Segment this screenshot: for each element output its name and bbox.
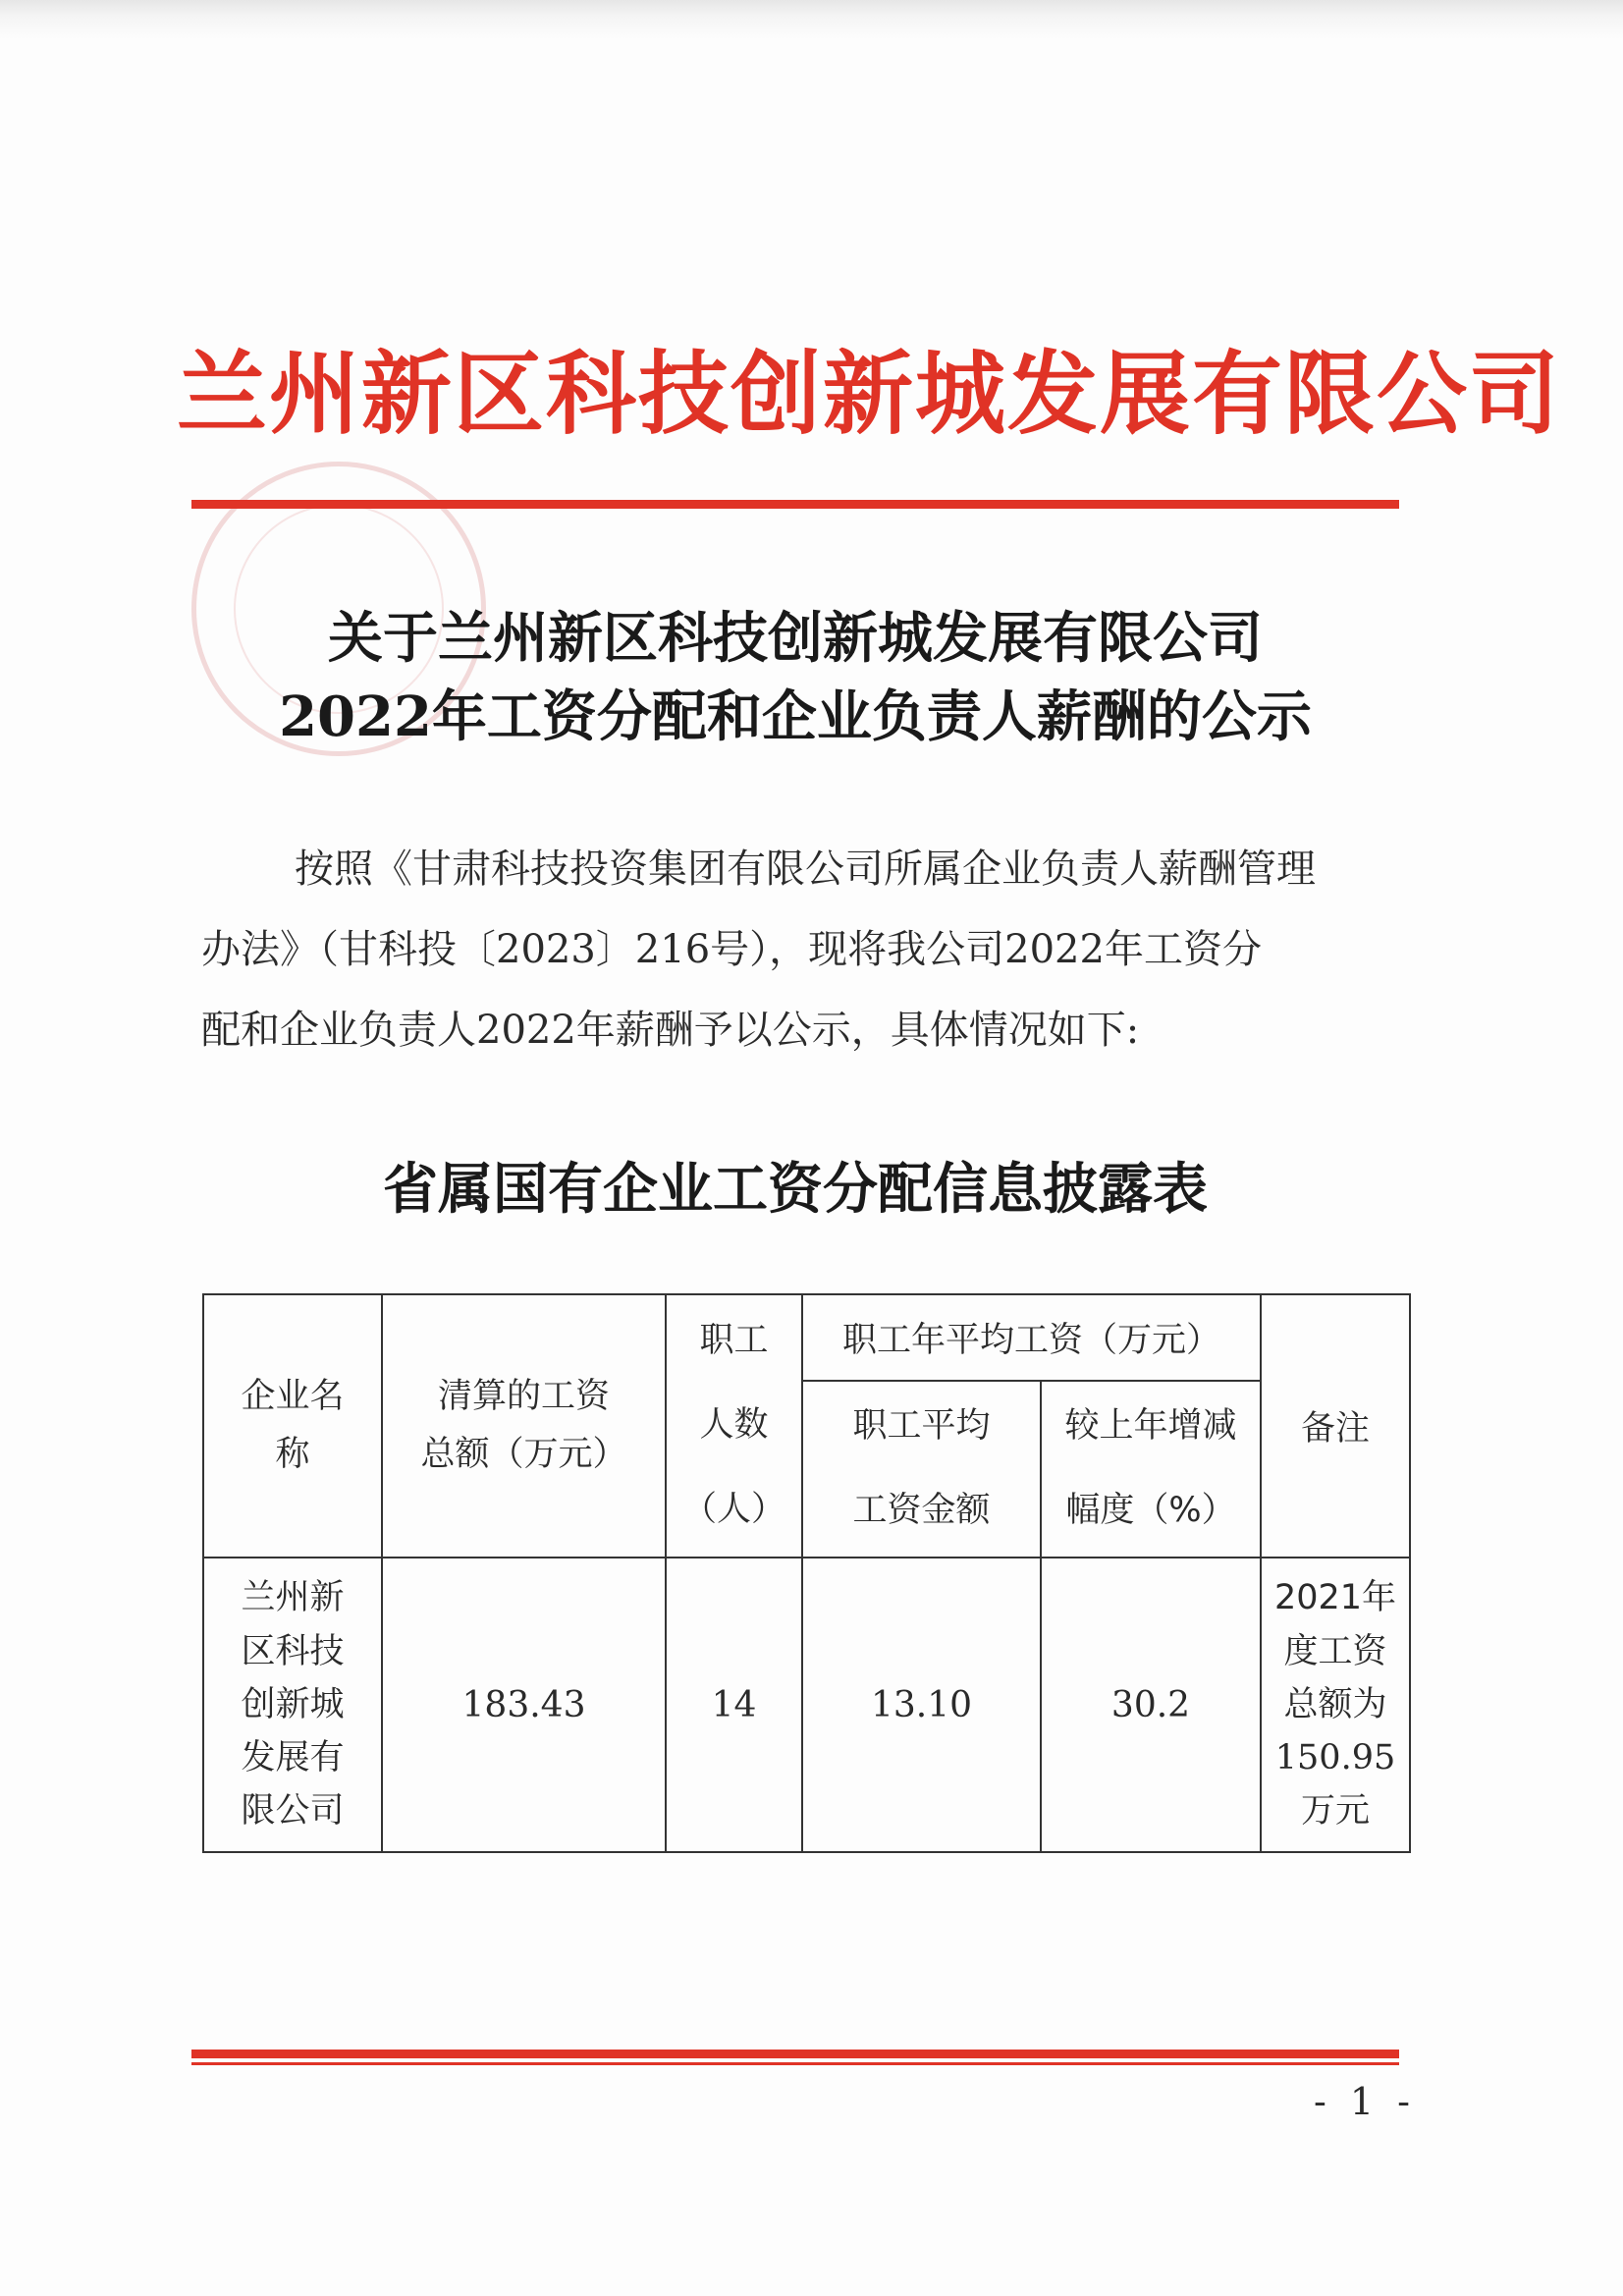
wage-disclosure-table (202, 1293, 1411, 1853)
cell-remark: 2021年 度工资 总额为 150.95 万元 (1261, 1558, 1410, 1852)
header-staff-count: 职工 人数 （人） (666, 1294, 802, 1558)
header-total-wages: 清算的工资 总额（万元） (382, 1294, 666, 1558)
table-header-row-1 (203, 1294, 1410, 1381)
intro-paragraph-line-2: 办法》（甘科投〔2023〕216号），现将我公司2022年工资分 (201, 927, 1262, 972)
table-row (203, 1558, 1410, 1852)
header-company-name: 企业名 称 (203, 1294, 382, 1558)
header-average-wage-amount: 职工平均 工资金额 (802, 1381, 1041, 1558)
notice-title-line-2: 2022年工资分配和企业负责人薪酬的公示 (279, 684, 1312, 749)
header-average-wage-group: 职工年平均工资（万元） (802, 1294, 1261, 1381)
intro-paragraph-line-1: 按照《甘肃科技投资集团有限公司所属企业负责人薪酬管理 (295, 847, 1316, 892)
header-remark: 备注 (1261, 1294, 1410, 1558)
footer-red-rule-thin (191, 2062, 1399, 2065)
intro-paragraph-line-3: 配和企业负责人2022年薪酬予以公示，具体情况如下: (201, 1008, 1140, 1053)
cell-average-wage: 13.10 (802, 1558, 1041, 1852)
letterhead-company-name: 兰州新区科技创新城发展有限公司 (177, 341, 1562, 447)
letterhead-red-rule (191, 500, 1399, 509)
cell-company-name: 兰州新 区科技 创新城 发展有 限公司 (203, 1558, 382, 1852)
header-change-rate: 较上年增减 幅度（%） (1041, 1381, 1261, 1558)
notice-title-line-1: 关于兰州新区科技创新城发展有限公司 (328, 606, 1263, 671)
cell-change-rate: 30.2 (1041, 1558, 1261, 1852)
page-number: - 1 - (1313, 2080, 1416, 2123)
cell-total-wages: 183.43 (382, 1558, 666, 1852)
cell-staff-count: 14 (666, 1558, 802, 1852)
scan-edge-shadow (0, 0, 1623, 39)
table-title: 省属国有企业工资分配信息披露表 (383, 1157, 1208, 1222)
footer-red-rule-thick (191, 2050, 1399, 2058)
